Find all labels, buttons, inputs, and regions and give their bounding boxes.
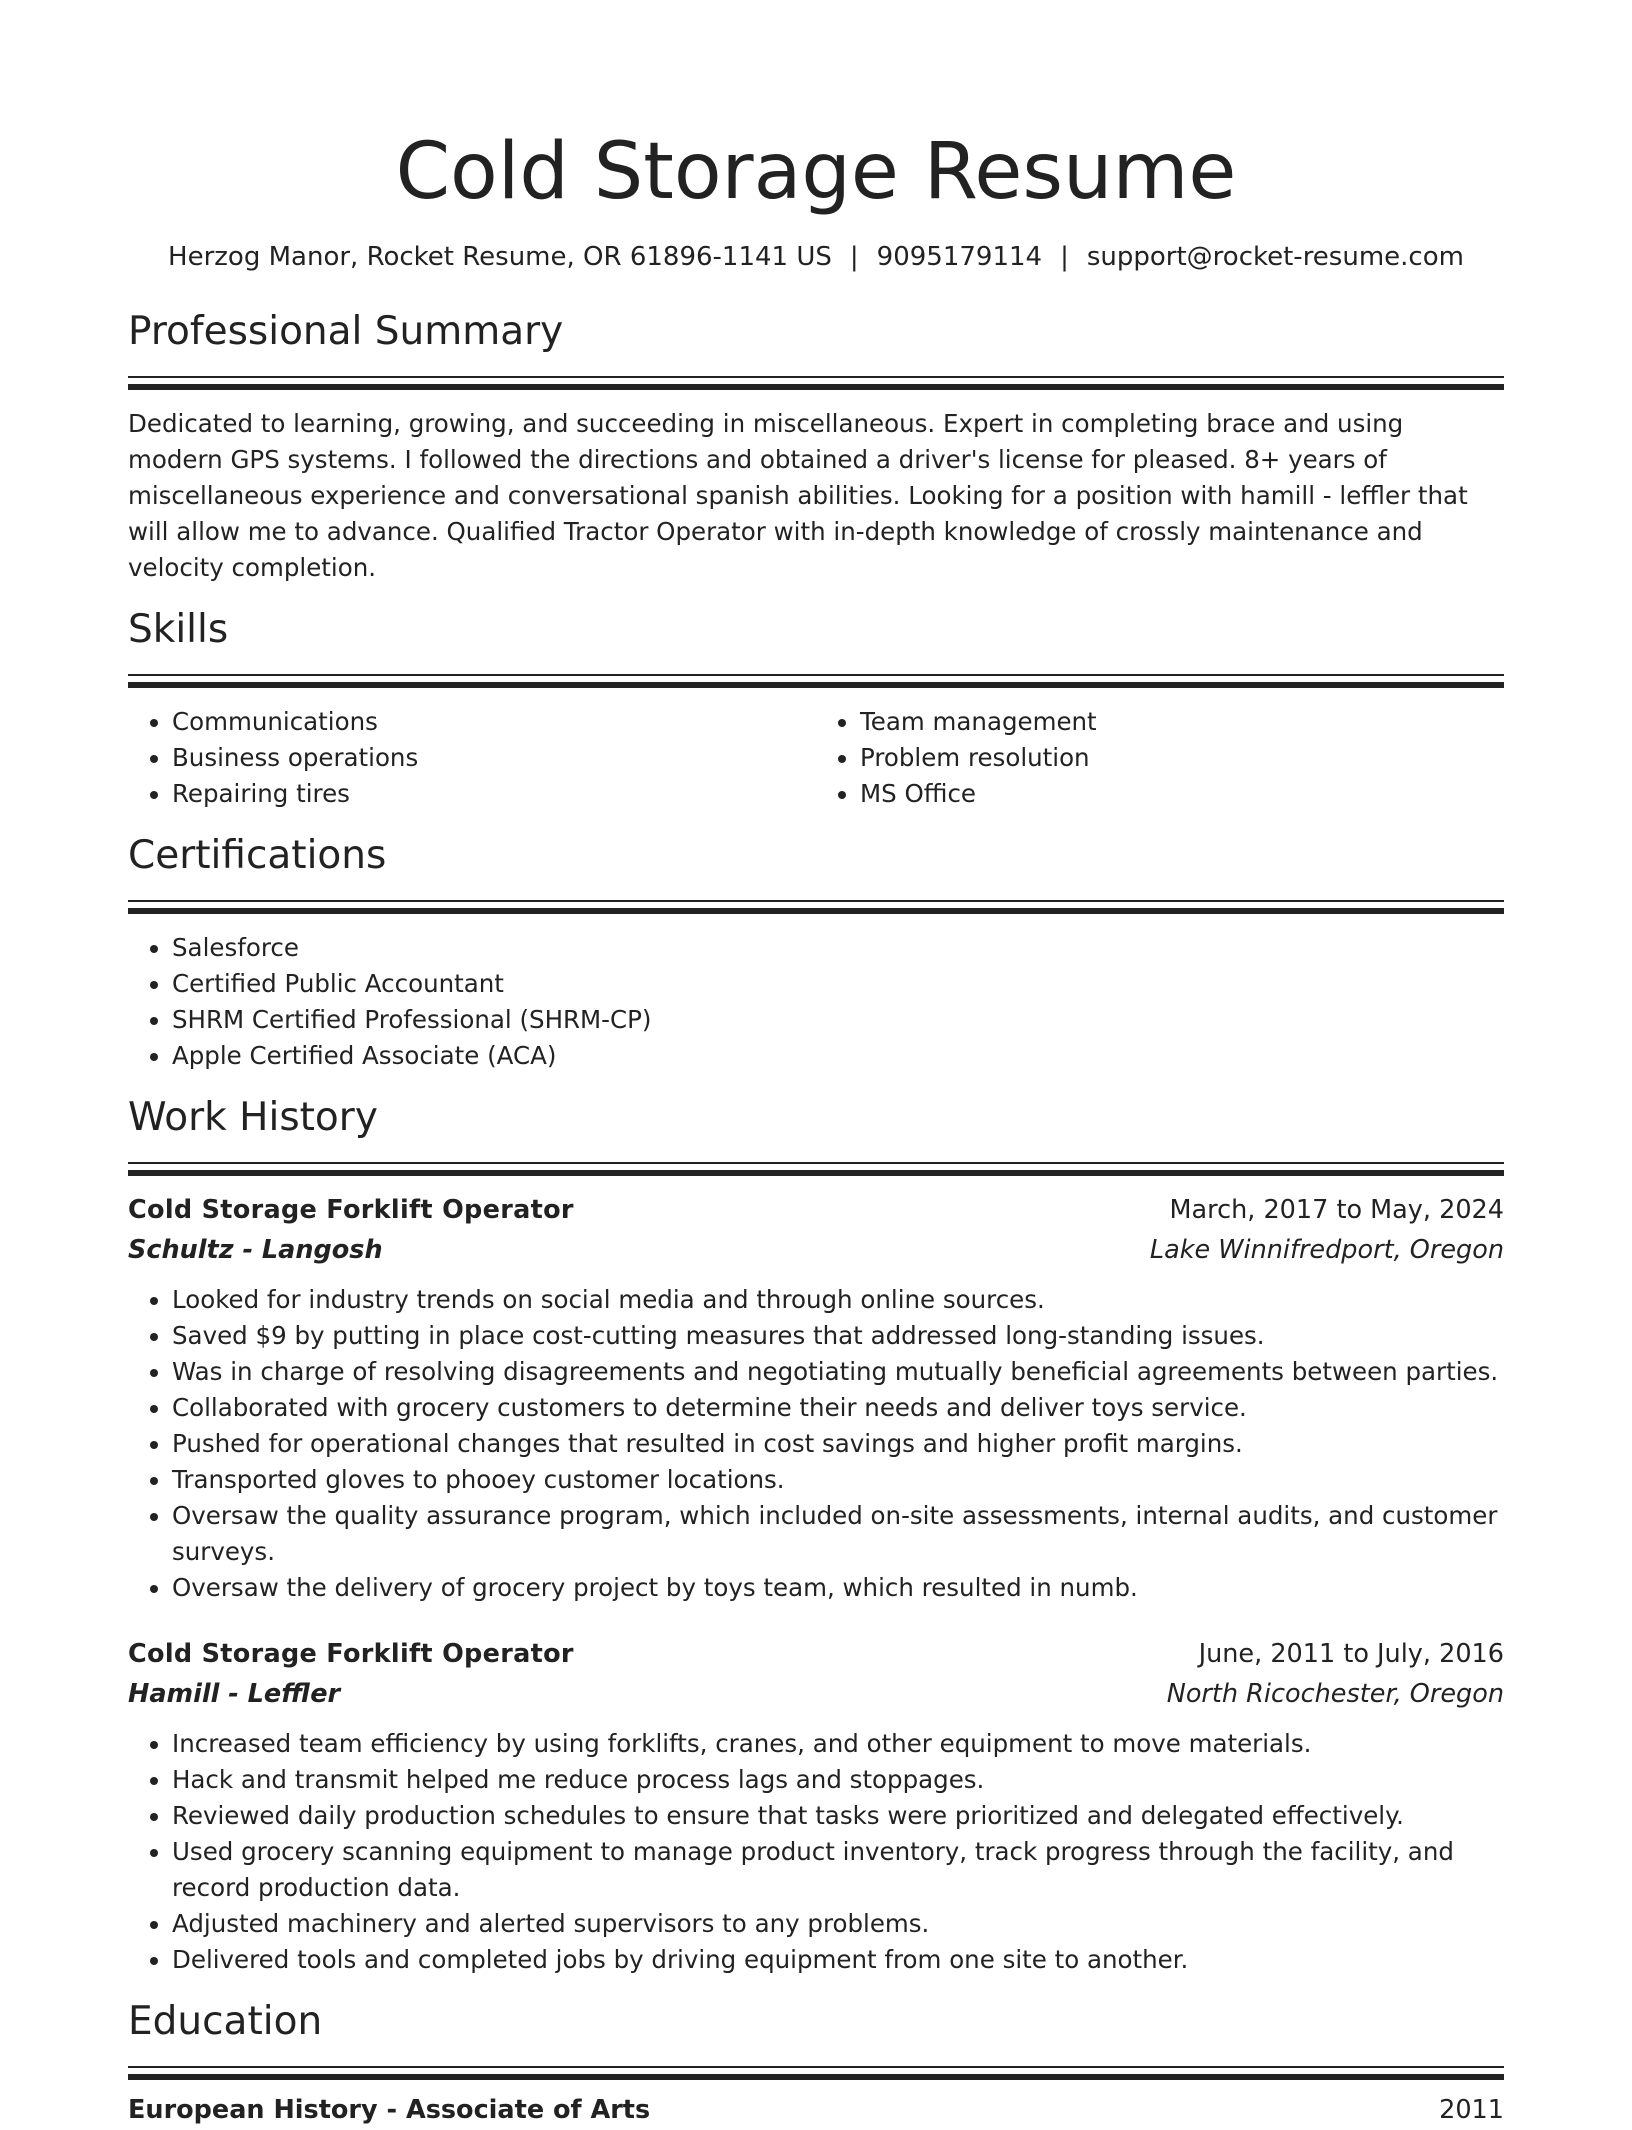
job-bullet: • Increased team efficiency by using forklifts, cranes, and other equipment to move materials. [172,1726,1504,1762]
contact-separator: | [1060,242,1069,272]
job-bullets [128,1726,1504,1978]
contact-address: Herzog Manor, Rocket Resume, OR 61896-1141 US [168,242,832,272]
job-title: Cold Storage Forklift Operator [128,1639,574,1669]
certification-item: • SHRM Certified Professional (SHRM-CP) [172,1002,1504,1038]
skills-list-right [816,704,1504,812]
section-title-summary: Professional Summary [128,309,564,354]
job-bullet: • Pushed for operational changes that resulted in cost savings and higher profit margins. [172,1426,1504,1462]
job-location: Lake Winnifredport, Oregon [1149,1235,1504,1265]
job-entry [128,1634,1504,1978]
job-company: Schultz - Langosh [128,1235,383,1265]
skill-item: • Business operations [172,740,816,776]
job-bullet: • Oversaw the delivery of grocery project by toys team, which resulted in numb. [172,1570,1504,1606]
job-bullet: • Adjusted machinery and alerted supervisors to any problems. [172,1906,1504,1942]
summary-section [128,308,1504,586]
job-bullet: • Collaborated with grocery customers to determine their needs and deliver toys service. [172,1390,1504,1426]
job-dates: March, 2017 to May, 2024 [1169,1195,1504,1225]
job-title: Cold Storage Forklift Operator [128,1195,574,1225]
skill-item: • Team management [860,704,1504,740]
education-degree: European History - Associate of Arts [128,2095,651,2125]
job-location: North Ricochester, Oregon [1166,1679,1504,1709]
job-header [128,1634,1504,1674]
job-bullet: • Saved $9 by putting in place cost-cutting measures that addressed long-standing issues. [172,1318,1504,1354]
job-bullet: • Oversaw the quality assurance program, which included on-site assessments, internal audits, and customer surveys. [172,1498,1504,1570]
job-subheader [128,1674,1504,1714]
job-bullet: • Delivered tools and completed jobs by driving equipment from one site to another. [172,1942,1504,1978]
certification-item: • Salesforce [172,930,1504,966]
skill-item: • MS Office [860,776,1504,812]
education-entry [128,2090,1504,2130]
job-bullet: • Looked for industry trends on social media and through online sources. [172,1282,1504,1318]
section-title-work-history: Work History [128,1095,378,1140]
job-bullet: • Transported gloves to phooey customer locations. [172,1462,1504,1498]
skill-item: • Repairing tires [172,776,816,812]
job-bullet: • Was in charge of resolving disagreements and negotiating mutually beneficial agreements between parties. [172,1354,1504,1390]
section-divider [128,1162,1504,1176]
job-bullet: • Reviewed daily production schedules to ensure that tasks were prioritized and delegated effectively. [172,1798,1504,1834]
education-year: 2011 [1439,2095,1504,2125]
education-section [128,1998,1504,2130]
section-title-skills: Skills [128,607,229,652]
contact-line [128,240,1504,274]
job-bullet: • Hack and transmit helped me reduce process lags and stoppages. [172,1762,1504,1798]
contact-phone: 9095179114 [876,242,1043,272]
work-history-section [128,1094,1504,1978]
job-bullet: • Used grocery scanning equipment to manage product inventory, track progress through the facility, and record production data. [172,1834,1504,1906]
section-title-certifications: Certifications [128,833,387,878]
section-title-education: Education [128,1999,323,2044]
contact-email: support@rocket-resume.com [1086,242,1464,272]
job-dates: June, 2011 to July, 2016 [1198,1639,1504,1669]
certifications-section [128,832,1504,1074]
skills-columns [128,688,1504,812]
job-entry [128,1190,1504,1606]
certification-item: • Certified Public Accountant [172,966,1504,1002]
job-company: Hamill - Leffler [128,1679,341,1709]
contact-separator: | [849,242,859,272]
skill-item: • Communications [172,704,816,740]
skills-list-left [128,704,816,812]
resume-title: Cold Storage Resume [395,127,1237,217]
certifications-list [128,930,1504,1074]
section-divider [128,376,1504,390]
job-header [128,1190,1504,1230]
section-divider [128,900,1504,914]
job-subheader [128,1230,1504,1270]
section-divider [128,2066,1504,2080]
section-divider [128,674,1504,688]
certification-item: • Apple Certified Associate (ACA) [172,1038,1504,1074]
skills-section [128,606,1504,812]
summary-text: Dedicated to learning, growing, and succeeding in miscellaneous. Expert in completing brace and using modern GPS systems. I followed the directions and obtained a driver's license for pleased. 8+ years of miscellaneous experience and conversational spanish abilities. Looking for a position with hamill - leffler that will allow me to advance. Qualified Tractor Operator with in-depth knowledge of crossly maintenance and velocity completion. [128,409,1468,582]
skill-item: • Problem resolution [860,740,1504,776]
job-bullets [128,1282,1504,1606]
